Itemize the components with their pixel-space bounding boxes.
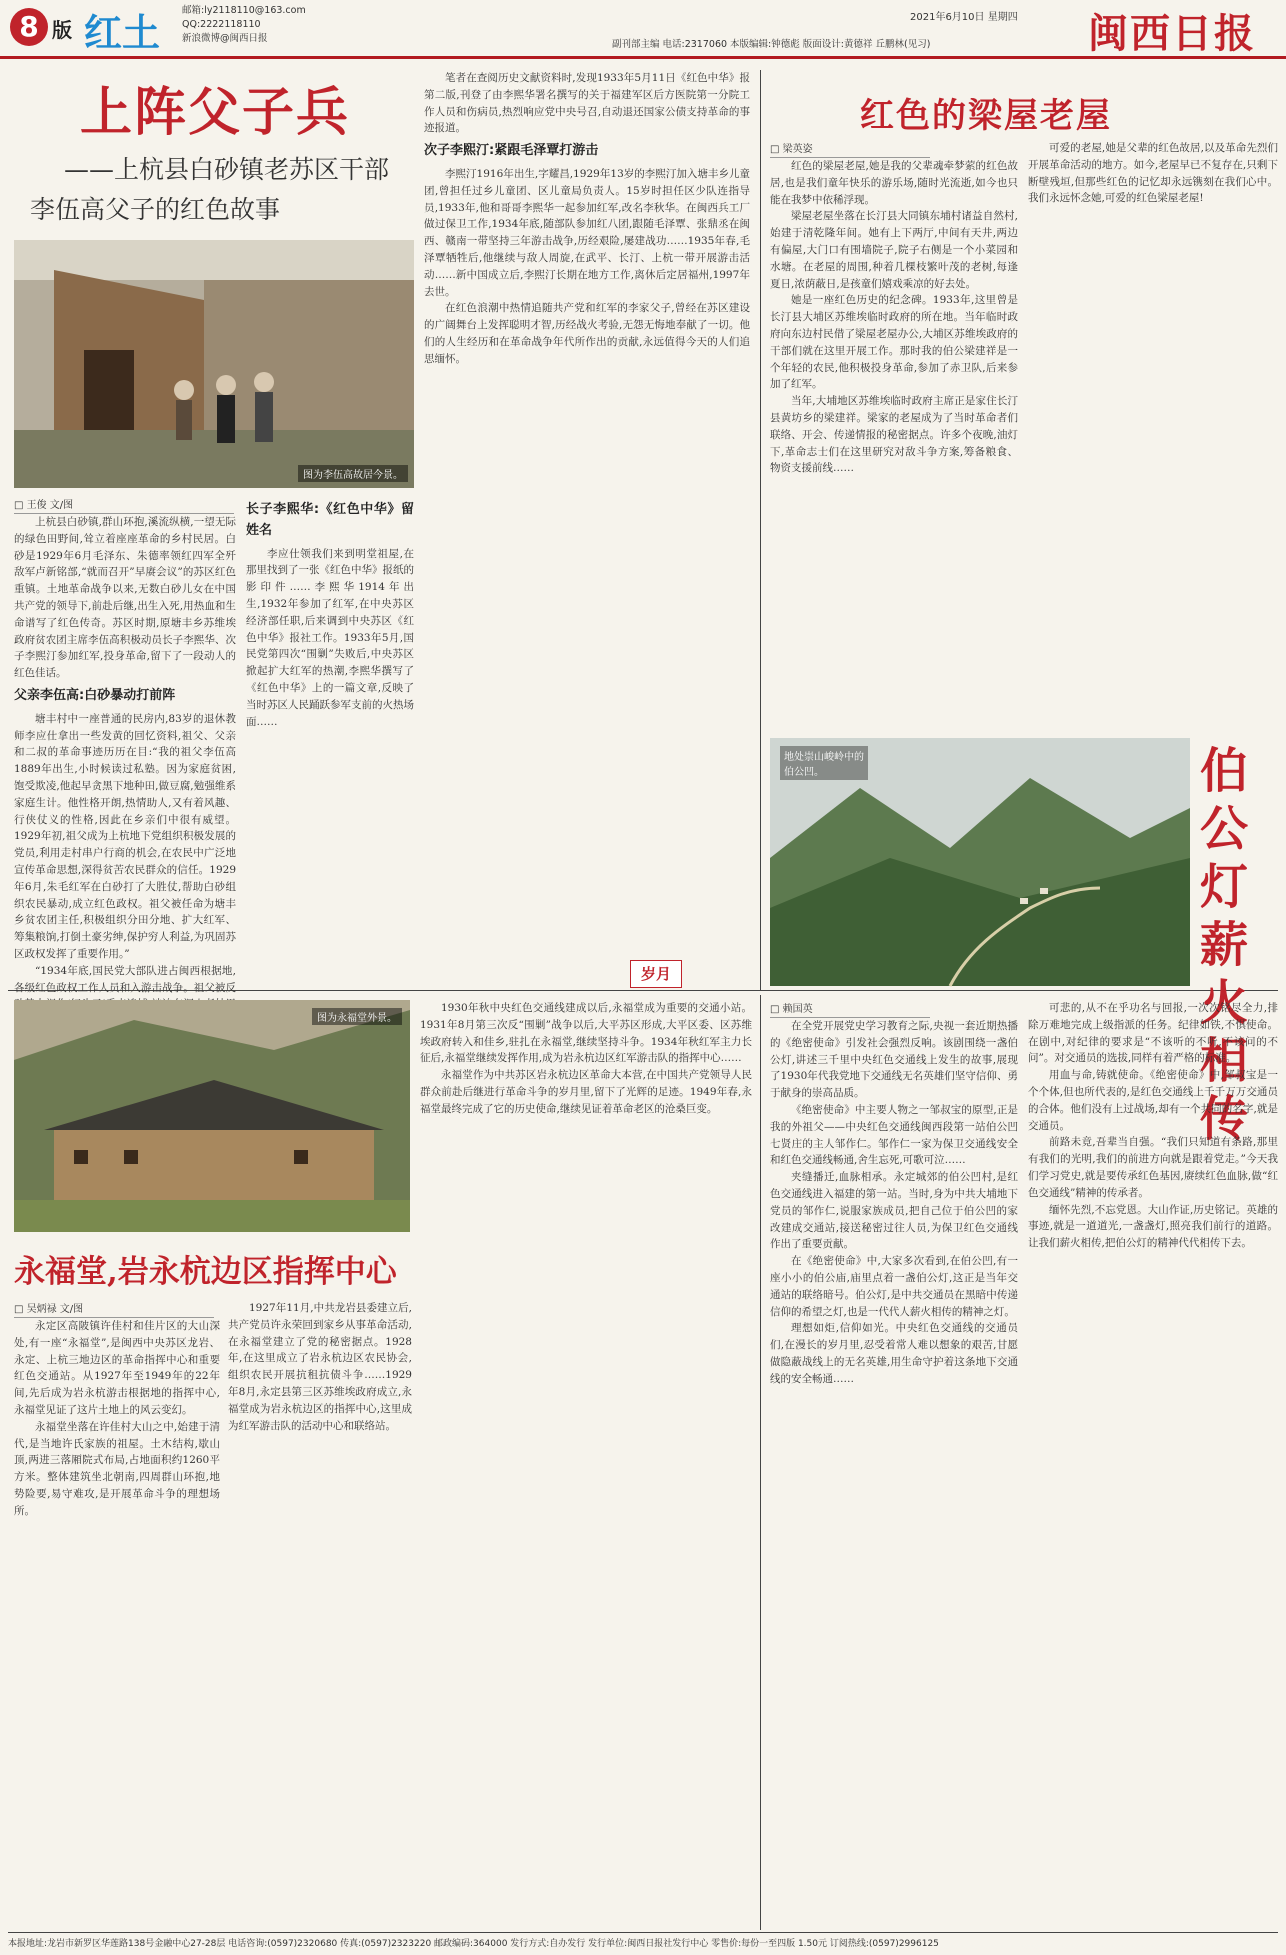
subtitle-line: ——上杭县白砂镇老苏区干部 (64, 155, 390, 184)
article4-byline: □ 吴炳禄 文/图 (14, 1300, 214, 1318)
article4-photo (14, 1000, 410, 1232)
column-rule (760, 70, 761, 990)
paragraph: 当年,大埔地区苏维埃临时政府主席正是家住长汀县黄坊乡的梁建祥。梁家的老屋成为了当时革命者们联络、开会、传递情报的秘密据点。许多个夜晚,油灯下,革命志士们在这里研究对敌斗争方案,筹备粮食、物资支援前线…… (770, 395, 1018, 475)
paragraph: 可悲的,从不在乎功名与回报,一次次铭尽全力,排除万难地完成上级指派的任务。纪律如铁,不惧使命。在剧中,对纪律的要求是“不该听的不听,不该问的不问”。对交通员的选拔,同样有着严格的标准。 (1028, 1002, 1278, 1065)
article4-col3 (420, 1000, 752, 1930)
article1-col3 (424, 70, 750, 984)
article3-col2 (1028, 1000, 1278, 1930)
photo-caption: 地处崇山峻岭中的伯公凹。 (780, 746, 868, 780)
masthead-logo: 闽西日报 (1088, 10, 1256, 57)
paragraph: 用血与命,铸就使命。《绝密使命》中,邹叔宝是一个个体,但也所代表的,是红色交通线上千千万万交通员的合体。他们没有上过战场,却有一个共同的名字,就是交通员。 (1028, 1069, 1278, 1132)
article2-col1 (770, 158, 1018, 728)
contact-qq: QQ:2222118110 (182, 19, 261, 30)
paragraph: 李应仕领我们来到明堂祖屋,在那里找到了一张《红色中华》报纸的影印件……李熙华1914年出生,1932年参加了红军,在中央苏区经济部任职,后来调到中央苏区《红色中华》报社工作。1933年5月,国民党第四次“围剿”失败后,中央苏区掀起扩大红军的热潮,李熙华撰写了《红色中华》上的一篇文章,反映了当时苏区人民踊跃参军支前的火热场面…… (246, 547, 414, 728)
page-header (0, 0, 1286, 59)
paragraph: 在红色浪潮中热情追随共产党和红军的李家父子,曾经在苏区建设的广阔舞台上发挥聪明才智,历经战火考验,无怨无悔地奉献了一切。他们的人生经历和在革命战争年代所作出的贡献,永远值得今天的人们追思缅怀。 (424, 302, 750, 365)
paragraph: 在全党开展党史学习教育之际,央视一套近期热播的《绝密使命》引发社会强烈反响。该剧围绕一盏伯公灯,讲述三千里中央红色交通线上发生的故事,展现了1930年代我党地下交通线无名英雄们坚守信仰、勇于献身的崇高品质。 (770, 1020, 1018, 1100)
paragraph: 1927年11月,中共龙岩县委建立后,共产党员许永荣回到家乡从事革命活动,在永福堂建立了党的秘密据点。1928年,在这里成立了岩永杭边区农民协会,组织农民开展抗租抗债斗争……1929年8月,永定县第三区苏维埃政府成立,永福堂成为岩永杭边区的指挥中心,这里成为红军游击队的活动中心和联络站。 (228, 1302, 412, 1432)
article4-col2 (228, 1300, 412, 1930)
article3-photo (770, 738, 1190, 986)
article1-subhead: 次子李熙汀:紧跟毛泽覃打游击 (424, 143, 599, 159)
issue-date: 2021年6月10日 星期四 (910, 12, 1018, 23)
contact-block (182, 4, 306, 46)
article4-col1 (14, 1318, 220, 1930)
article1-col2 (246, 496, 414, 984)
article1-subtitle (30, 150, 420, 230)
photo-caption: 图为永福堂外景。 (312, 1008, 402, 1025)
paragraph: 可爱的老屋,她是父辈的红色故居,以及革命先烈们开展革命活动的地方。如今,老屋早已不复存在,只剩下断壁残垣,但那些红色的记忆却永远镌刻在我们心中。我们永远怀念她,可爱的红色梁屋老屋! (1028, 142, 1278, 205)
paragraph: 笔者在查阅历史文献资料时,发现1933年5月11日《红色中华》报第二版,刊登了由李熙华署名撰写的关于福建军区后方医院第一分院工作人员和伤病员,热烈响应党中央号召,自动退还国家公债支持革命的事迹报道。 (424, 72, 750, 135)
contact-weibo: 新浪微博@闽西日报 (182, 33, 268, 44)
article2-byline: □ 梁英姿 (770, 140, 930, 158)
paragraph: 缅怀先烈,不忘党恩。大山作证,历史铭记。英雄的事迹,就是一道道光,一盏盏灯,照亮我们前行的道路。让我们薪火相传,把伯公灯的精神代代相传下去。 (1028, 1203, 1278, 1250)
article1-byline: □ 王俊 文/图 (14, 496, 234, 514)
article1-subhead: 长子李熙华:《红色中华》留姓名 (246, 502, 414, 538)
paragraph: 永福堂坐落在许佳村大山之中,始建于清代,是当地许氏家族的祖屋。土木结构,歇山顶,两进三落厢院式布局,占地面积约1260平方米。整体建筑坐北朝南,四周群山环抱,地势险要,易守难攻,是开展革命斗争的理想场所。 (14, 1420, 220, 1517)
page-number-badge: 8 (10, 8, 48, 46)
contact-email: 邮箱:ly2118110@163.com (182, 5, 306, 16)
article3-col1 (770, 1018, 1018, 1930)
article3-title: 伯公灯薪火相传 (1200, 743, 1249, 1147)
page-suffix: 版 (52, 18, 72, 42)
section-title: 红土 (84, 11, 161, 55)
paragraph: 永定区高陂镇许佳村和佳片区的大山深处,有一座“永福堂”,是闽西中央苏区龙岩、永定、上杭三地边区的革命指挥中心和重要红色交通站。从1927年至1949年的22年间,先后成为岩永杭游击根据地的指挥中心,永福堂见证了这片土地上的风云变幻。 (14, 1320, 220, 1416)
paragraph: 1930年秋中央红色交通线建成以后,永福堂成为重要的交通小站。1931年8月第三次反“围剿”战争以后,大平苏区形成,大平区委、区苏维埃政府转入和佳乡,驻扎在永福堂,继续坚持斗争。1934年秋红军主力长征后,永福堂继续发挥作用,成为岩永杭边区红军游击队的指挥中心…… (420, 1002, 752, 1065)
paragraph: 李熙汀1916年出生,字耀昌,1929年13岁的李熙汀加入塘丰乡儿童团,曾担任过乡儿童团、区儿童局负责人。15岁时担任区少队连指导员,1933年,他和哥哥李熙华一起参加红军,改名李秋华。在闽西兵工厂做过保卫工作,1934年底,随部队参加红八团,跟随毛泽覃、张鼎丞在闽西、赣南一带坚持三年游击战争,历经艰险,屡建战功……1935年春,毛泽覃牺牲后,他继续与敌人周旋,在武平、长汀、上杭一带开展游击活动……新中国成立后,李熙汀长期在地方工作,离休后定居福州,1997年去世。 (424, 167, 750, 298)
paragraph: 梁屋老屋坐落在长汀县大同镇东埔村诸益自然村,始建于清乾隆年间。她有上下两厅,中间有天井,两边有偏屋,大门口有围墙院子,院子右侧是一个小菜园和水塘。在老屋的周围,种着几棵枝繁叶茂的老树,每逢夏日,浓荫蔽日,是孩童们嬉戏乘凉的好去处。 (770, 210, 1018, 290)
house-photo-illustration (14, 240, 414, 488)
article1-photo (14, 240, 414, 488)
paragraph: 永福堂作为中共苏区岩永杭边区革命大本营,在中国共产党领导人民群众前赴后继进行革命斗争的岁月里,留下了光辉的足迹。1949年春,永福堂最终完成了它的历史使命,继续见证着革命老区的沧桑巨变。 (420, 1069, 752, 1115)
article1-col1 (14, 514, 236, 994)
photo-caption: 图为李伍高故居今景。 (298, 465, 408, 482)
article2-title: 红色的梁屋老屋 (860, 96, 1112, 136)
paragraph: “1934年底,国民党大部队进占闽西根据地,各级红色政权工作人员和入游击战争。祖父被反 (14, 964, 236, 994)
article1-title: 上阵父子兵 (80, 82, 351, 143)
paragraph: 夹缝播迁,血脉相承。永定城郊的伯公凹村,是红色交通线进入福建的第一站。当时,身为中共大埔地下党员的邹作仁,说服家族成员,把自己位于伯公凹的家改建成交通站,接送秘密过往人员,为保卫红色交通线作出了重要贡献。 (770, 1171, 1018, 1251)
column-rule (760, 995, 761, 1930)
paragraph: 《绝密使命》中主要人物之一邹叔宝的原型,正是我的外祖父——中央红色交通线闽西段第一站伯公凹七贤庄的主人邹作仁。邹作仁一家为保卫交通线安全和红色交通线畅通,舍生忘死,可歌可泣…… (770, 1103, 1018, 1167)
paragraph: 她是一座红色历史的纪念碑。1933年,这里曾是长汀县大埔区苏维埃临时政府的所在地。当年临时政府向东边村民借了梁屋老屋办公,大埔区苏维埃政府的干部们就在这里开展工作。那时我的伯公梁建祥是一个年轻的农民,他积极投身革命,参加了赤卫队,后来参加了红军。 (770, 294, 1018, 391)
article4-title: 永福堂,岩永杭边区指挥中心 (14, 1254, 397, 1290)
paragraph: 理想如炬,信仰如光。中央红色交通线的交通员们,在漫长的岁月里,忍受着常人难以想象的艰苦,甘愿做隐蔽战线上的无名英雄,用生命守护着这条地下交通线的安全畅通…… (770, 1322, 1018, 1385)
editor-line: 副刊部主编 电话:2317060 本版编辑:钟德彪 版面设计:黄德祥 丘鹏林(见习) (612, 39, 931, 50)
paragraph: 红色的梁屋老屋,她是我的父辈魂牵梦萦的红色故居,也是我们童年快乐的游乐场,随时光流逝,如今也只能在我梦中依稀浮现。 (770, 160, 1018, 206)
paragraph: 在《绝密使命》中,大家多次看到,在伯公凹,有一座小小的伯公庙,庙里点着一盏伯公灯,这正是当年交通站的联络暗号。伯公灯,是中共交通员在黑暗中传递信仰的希望之灯,也是一代代人薪火相传的精神之灯。 (770, 1255, 1018, 1318)
paragraph: 上杭县白砂镇,群山环抱,溪流纵横,一望无际的绿色田野间,耸立着座座革命的乡村民居。白砂是1929年6月毛泽东、朱德率领红四军全歼敌军卢新铭部,“就而召开”早赓会议”的苏区红色重镇。土地革命战争以来,无数白砂儿女在中国共产党的领导下,前赴后继,出生入死,用热血和生命谱写了红色传奇。苏区时期,原塘丰乡苏维埃政府贫农团主席李伍高积极动员长子李熙华、次子李熙汀参加红军,投身革命,留下了一段动人的红色佳话。 (14, 516, 236, 680)
article2-col2 (1028, 140, 1278, 730)
article1-subhead: 父亲李伍高:白砂暴动打前阵 (14, 687, 176, 703)
page-footer: 本报地址:龙岩市新罗区华莲路138号金融中心27-28层 电话咨询:(0597)2320680 传真:(0597)2323220 邮政编码:364000 发行方式:自办发行 发行单位:闽西日报社发行中心 零售价:每份一至四版 1.50元 订阅热线:(0597)2996125 (8, 1939, 939, 1949)
footer-rule (8, 1932, 1278, 1933)
article3-byline: □ 赖国英 (770, 1000, 930, 1018)
paragraph: 塘丰村中一座普通的民房内,83岁的退休教师李应仕拿出一些发黄的回忆资料,祖父、父亲和二叔的革命事迹历历在目:“我的祖父李伍高1889年出生,小时候读过私塾。因为家庭贫困,饱受欺凌,他起早贪黑下地种田,做豆腐,勉强维系家庭生计。他性格开朗,热情助人,又有着风趣、行侠仗义的性格,因此在乡亲们中很有威望。1929年初,祖父成为上杭地下党组织积极发展的党员,利用走村串户行商的机会,在农民中广泛地宣传革命思想,深得贫苦农民群众的信任。1929年6月,朱毛红军在白砂打了大胜仗,帮助白砂组织农民暴动,成立红色政权。祖父被任命为塘丰乡贫农团主任,积极组织分田分地、扩大红军、筹集粮饷,打倒土豪劣绅,保护穷人利益,为巩固苏区政权发挥了重要作用。” (14, 712, 236, 960)
paragraph: 前路未竟,吾辈当自强。“我们只知道有条路,那里有我们的光明,我们的前进方向就是跟着党走。”今天我们学习党史,就是要传承红色基因,赓续红色血脉,做“红色交通线”精神的传承者。 (1028, 1136, 1278, 1199)
subtitle-line: 李伍高父子的红色故事 (30, 195, 281, 224)
suiyue-stamp: 岁月 (630, 960, 682, 988)
building-photo-illustration (14, 1000, 410, 1232)
